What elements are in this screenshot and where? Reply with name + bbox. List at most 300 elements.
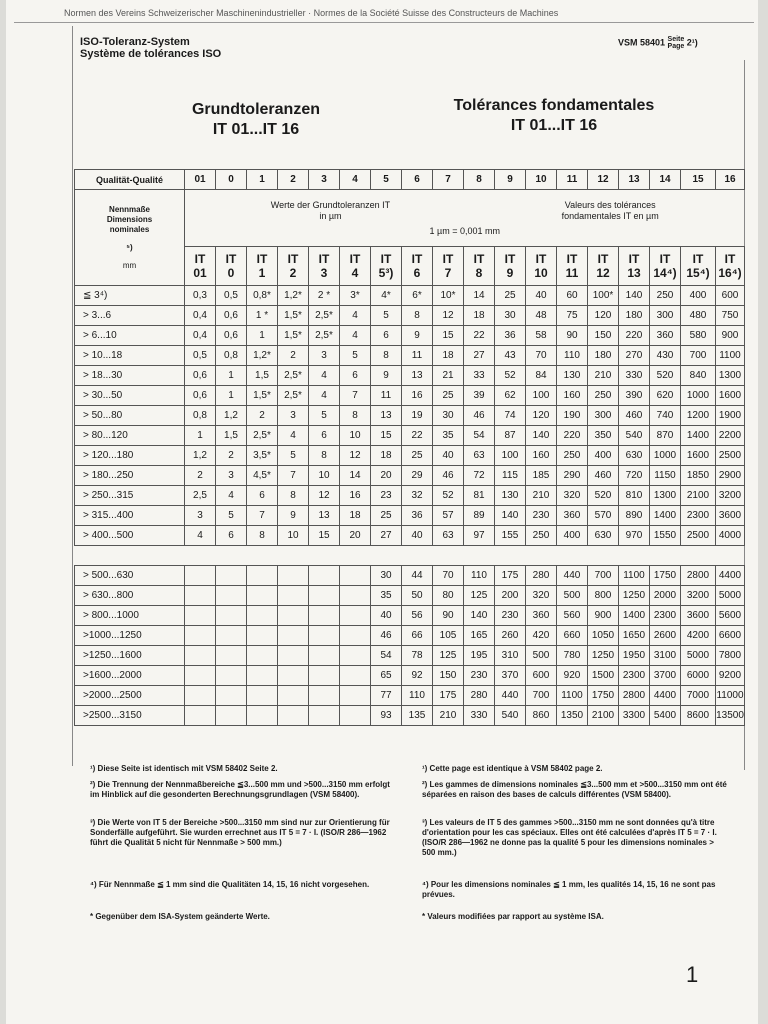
value-cell: 280 xyxy=(526,566,557,586)
value-cell: 74 xyxy=(495,406,526,426)
value-cell: 78 xyxy=(402,646,433,666)
value-cell: 2 xyxy=(216,446,247,466)
dimension-cell: > 6...10 xyxy=(75,326,185,346)
value-cell: 1 xyxy=(216,386,247,406)
value-cell: 5 xyxy=(340,346,371,366)
value-cell: 25 xyxy=(433,386,464,406)
value-cell: 10* xyxy=(433,286,464,306)
value-cell: 1,2* xyxy=(247,346,278,366)
value-cell: 90 xyxy=(557,326,588,346)
system-heading xyxy=(80,36,221,60)
footnote-fr: ³) Les valeurs de IT 5 des gammes >500...3150 mm ne sont données qu'à titre d'orientation pour les cas spéciaux. Elles ont été calculées d'après IT 5 = 7 · I. (ISO/R 286—1962 ne donne pas la qualité 5 pour les dimensions nominales > 500 mm.) xyxy=(422,818,717,857)
values-description xyxy=(185,190,745,247)
value-cell: 1300 xyxy=(650,486,681,506)
dimension-cell: > 500...630 xyxy=(75,566,185,586)
it-header: IT 11 xyxy=(557,247,588,286)
value-cell: 600 xyxy=(526,666,557,686)
value-cell: 72 xyxy=(464,466,495,486)
value-cell: 15 xyxy=(371,426,402,446)
empty-cell xyxy=(216,666,247,686)
value-cell: 320 xyxy=(557,486,588,506)
quality-cell: 9 xyxy=(495,170,526,190)
value-cell: 1,5* xyxy=(278,326,309,346)
table-row-large xyxy=(75,566,745,586)
value-cell: 310 xyxy=(495,646,526,666)
table-row xyxy=(75,306,745,326)
value-cell: 40 xyxy=(433,446,464,466)
dimension-cell: >1600...2000 xyxy=(75,666,185,686)
value-cell: 660 xyxy=(557,626,588,646)
handwritten-page-number: 1 xyxy=(686,962,699,987)
empty-cell xyxy=(340,706,371,726)
value-cell: 1750 xyxy=(650,566,681,586)
value-cell: 50 xyxy=(402,586,433,606)
quality-cell: 1 xyxy=(247,170,278,190)
value-cell: 2,5* xyxy=(309,326,340,346)
margin-line xyxy=(72,26,73,766)
value-cell: 7 xyxy=(278,466,309,486)
quality-cell: 8 xyxy=(464,170,495,190)
value-cell: 39 xyxy=(464,386,495,406)
value-cell: 200 xyxy=(495,586,526,606)
value-cell: 5600 xyxy=(716,606,745,626)
value-cell: 13 xyxy=(371,406,402,426)
value-cell: 1500 xyxy=(588,666,619,686)
value-cell: 5000 xyxy=(681,646,716,666)
value-cell: 1350 xyxy=(557,706,588,726)
value-cell: 23 xyxy=(371,486,402,506)
empty-cell xyxy=(185,666,216,686)
value-cell: 280 xyxy=(464,686,495,706)
value-cell: 6 xyxy=(216,526,247,546)
system-fr: Système de tolérances ISO xyxy=(80,48,222,60)
quality-cell: 13 xyxy=(619,170,650,190)
value-cell: 0,5 xyxy=(216,286,247,306)
value-cell: 7000 xyxy=(681,686,716,706)
value-cell: 90 xyxy=(433,606,464,626)
value-cell: 135 xyxy=(402,706,433,726)
empty-cell xyxy=(309,626,340,646)
value-cell: 4 xyxy=(309,366,340,386)
dimension-cell: > 10...18 xyxy=(75,346,185,366)
value-cell: 0,8* xyxy=(247,286,278,306)
value-cell: 105 xyxy=(433,626,464,646)
value-cell: 140 xyxy=(619,286,650,306)
value-cell: 12 xyxy=(309,486,340,506)
value-cell: 18 xyxy=(371,446,402,466)
value-cell: 130 xyxy=(495,486,526,506)
value-cell: 18 xyxy=(464,306,495,326)
value-cell: 250 xyxy=(526,526,557,546)
value-cell: 2 xyxy=(247,406,278,426)
empty-cell xyxy=(247,646,278,666)
value-cell: 0,6 xyxy=(216,326,247,346)
empty-cell xyxy=(340,666,371,686)
dimension-cell: > 50...80 xyxy=(75,406,185,426)
dimension-cell: ≦ 3⁴) xyxy=(75,286,185,306)
value-cell: 1750 xyxy=(588,686,619,706)
value-cell: 1850 xyxy=(681,466,716,486)
seite-page-label: Seite Page xyxy=(667,36,685,50)
value-cell: 500 xyxy=(526,646,557,666)
value-cell: 8600 xyxy=(681,706,716,726)
quality-cell: 2 xyxy=(278,170,309,190)
tolerance-table xyxy=(74,169,745,726)
empty-cell xyxy=(216,646,247,666)
value-cell: 360 xyxy=(557,506,588,526)
table-row-large xyxy=(75,686,745,706)
value-cell: 210 xyxy=(526,486,557,506)
value-cell: 7800 xyxy=(716,646,745,666)
value-cell: 5 xyxy=(278,446,309,466)
table-row-large xyxy=(75,646,745,666)
value-cell: 250 xyxy=(557,446,588,466)
value-cell: 720 xyxy=(619,466,650,486)
value-cell: 2300 xyxy=(681,506,716,526)
value-cell: 1400 xyxy=(619,606,650,626)
value-cell: 35 xyxy=(433,426,464,446)
system-de: ISO-Toleranz-System xyxy=(80,36,190,48)
empty-cell xyxy=(340,646,371,666)
value-cell: 2800 xyxy=(681,566,716,586)
value-cell: 0,4 xyxy=(185,326,216,346)
dimension-cell: >2500...3150 xyxy=(75,706,185,726)
value-cell: 8 xyxy=(247,526,278,546)
value-cell: 44 xyxy=(402,566,433,586)
value-cell: 3* xyxy=(340,286,371,306)
value-cell: 1,2 xyxy=(185,446,216,466)
value-cell: 350 xyxy=(588,426,619,446)
value-cell: 540 xyxy=(619,426,650,446)
value-cell: 360 xyxy=(526,606,557,626)
value-cell: 460 xyxy=(619,406,650,426)
value-cell: 1150 xyxy=(650,466,681,486)
value-cell: 175 xyxy=(433,686,464,706)
value-cell: 160 xyxy=(557,386,588,406)
it-header: IT 8 xyxy=(464,247,495,286)
value-cell: 540 xyxy=(495,706,526,726)
empty-cell xyxy=(247,606,278,626)
value-cell: 1200 xyxy=(681,406,716,426)
quality-cell: 11 xyxy=(557,170,588,190)
value-cell: 0,8 xyxy=(216,346,247,366)
value-cell: 400 xyxy=(588,446,619,466)
value-cell: 3 xyxy=(278,406,309,426)
empty-cell xyxy=(340,566,371,586)
empty-cell xyxy=(278,646,309,666)
value-cell: 36 xyxy=(495,326,526,346)
value-cell: 3 xyxy=(309,346,340,366)
empty-cell xyxy=(340,626,371,646)
value-cell: 1050 xyxy=(588,626,619,646)
value-cell: 110 xyxy=(557,346,588,366)
table-row xyxy=(75,326,745,346)
value-cell: 460 xyxy=(588,466,619,486)
value-cell: 3600 xyxy=(681,606,716,626)
value-cell: 180 xyxy=(588,346,619,366)
value-cell: 180 xyxy=(619,306,650,326)
value-cell: 1100 xyxy=(619,566,650,586)
title-fr: Tolérances fondamentales IT 01...IT 16 xyxy=(453,97,655,134)
value-cell: 89 xyxy=(464,506,495,526)
value-cell: 6 xyxy=(340,366,371,386)
value-cell: 6* xyxy=(402,286,433,306)
quality-cell: 12 xyxy=(588,170,619,190)
value-cell: 4 xyxy=(309,386,340,406)
value-cell: 630 xyxy=(619,446,650,466)
dimension-cell: > 800...1000 xyxy=(75,606,185,626)
it-header: IT 4 xyxy=(340,247,371,286)
dimension-cell: > 80...120 xyxy=(75,426,185,446)
value-cell: 4400 xyxy=(650,686,681,706)
table-row-large xyxy=(75,706,745,726)
value-cell: 97 xyxy=(464,526,495,546)
it-header: IT 7 xyxy=(433,247,464,286)
dimension-label: Nennmaße Dimensions nominales ⁵) mm xyxy=(75,190,185,286)
value-cell: 870 xyxy=(650,426,681,446)
dimension-cell: > 630...800 xyxy=(75,586,185,606)
value-cell: 43 xyxy=(495,346,526,366)
value-cell: 520 xyxy=(650,366,681,386)
value-cell: 120 xyxy=(526,406,557,426)
value-cell: 25 xyxy=(495,286,526,306)
value-cell: 2600 xyxy=(650,626,681,646)
dimension-cell: > 315...400 xyxy=(75,506,185,526)
value-cell: 5 xyxy=(309,406,340,426)
it-header: IT 1 xyxy=(247,247,278,286)
value-cell: 25 xyxy=(402,446,433,466)
value-cell: 100 xyxy=(495,446,526,466)
value-cell: 1250 xyxy=(619,586,650,606)
empty-cell xyxy=(309,586,340,606)
value-cell: 12 xyxy=(433,306,464,326)
empty-cell xyxy=(309,606,340,626)
value-cell: 1,5 xyxy=(216,426,247,446)
value-cell: 3300 xyxy=(619,706,650,726)
value-cell: 100 xyxy=(526,386,557,406)
value-cell: 29 xyxy=(402,466,433,486)
value-cell: 9200 xyxy=(716,666,745,686)
empty-cell xyxy=(185,626,216,646)
value-cell: 120 xyxy=(588,306,619,326)
dimension-cell: > 30...50 xyxy=(75,386,185,406)
value-cell: 100* xyxy=(588,286,619,306)
dimension-cell: > 120...180 xyxy=(75,446,185,466)
value-cell: 18 xyxy=(340,506,371,526)
table-row xyxy=(75,486,745,506)
value-cell: 270 xyxy=(619,346,650,366)
value-cell: 0,6 xyxy=(216,306,247,326)
werte-de: Werte der Grundtoleranzen IT in µm xyxy=(270,199,391,221)
value-cell: 140 xyxy=(526,426,557,446)
value-cell: 185 xyxy=(526,466,557,486)
value-cell: 210 xyxy=(433,706,464,726)
value-cell: 8 xyxy=(309,446,340,466)
value-cell: 125 xyxy=(464,586,495,606)
quality-cell: 16 xyxy=(716,170,745,190)
value-cell: 35 xyxy=(371,586,402,606)
table-row xyxy=(75,366,745,386)
value-cell: 81 xyxy=(464,486,495,506)
empty-cell xyxy=(247,566,278,586)
value-cell: 5000 xyxy=(716,586,745,606)
footnote-fr: ²) Les gammes de dimensions nominales ≦3...500 mm et >500...3150 mm ont été séparées en raison des bases de calculs différentes (VSM 58400). xyxy=(422,780,727,799)
it-header: IT 2 xyxy=(278,247,309,286)
value-cell: 2100 xyxy=(588,706,619,726)
quality-cell: 4 xyxy=(340,170,371,190)
value-cell: 230 xyxy=(526,506,557,526)
value-cell: 700 xyxy=(681,346,716,366)
value-cell: 300 xyxy=(650,306,681,326)
table-row xyxy=(75,446,745,466)
value-cell: 570 xyxy=(588,506,619,526)
value-cell: 970 xyxy=(619,526,650,546)
value-cell: 54 xyxy=(464,426,495,446)
value-cell: 1,2* xyxy=(278,286,309,306)
table-row xyxy=(75,286,745,306)
empty-cell xyxy=(216,586,247,606)
dimension-cell: > 3...6 xyxy=(75,306,185,326)
value-cell: 130 xyxy=(557,366,588,386)
table-row xyxy=(75,466,745,486)
value-cell: 63 xyxy=(464,446,495,466)
value-cell: 1600 xyxy=(716,386,745,406)
value-cell: 87 xyxy=(495,426,526,446)
value-cell: 165 xyxy=(464,626,495,646)
value-cell: 890 xyxy=(619,506,650,526)
value-cell: 440 xyxy=(557,566,588,586)
value-cell: 1100 xyxy=(557,686,588,706)
table-row xyxy=(75,346,745,366)
it-header: IT 14⁴) xyxy=(650,247,681,286)
value-cell: 6 xyxy=(309,426,340,446)
value-cell: 3600 xyxy=(716,506,745,526)
value-cell: 13500 xyxy=(716,706,745,726)
empty-cell xyxy=(340,686,371,706)
empty-cell xyxy=(185,606,216,626)
value-cell: 160 xyxy=(526,446,557,466)
value-cell: 27 xyxy=(371,526,402,546)
it-header: IT 9 xyxy=(495,247,526,286)
value-cell: 9 xyxy=(371,366,402,386)
value-cell: 110 xyxy=(402,686,433,706)
value-cell: 40 xyxy=(402,526,433,546)
it-header: IT 5³) xyxy=(371,247,402,286)
table-row-large xyxy=(75,586,745,606)
value-cell: 260 xyxy=(495,626,526,646)
value-cell: 1900 xyxy=(716,406,745,426)
empty-cell xyxy=(278,566,309,586)
quality-cell: 6 xyxy=(402,170,433,190)
quality-cell: 10 xyxy=(526,170,557,190)
value-cell: 1400 xyxy=(650,506,681,526)
dimension-cell: >2000...2500 xyxy=(75,686,185,706)
value-cell: 175 xyxy=(495,566,526,586)
empty-cell xyxy=(185,686,216,706)
it-header: IT 15⁴) xyxy=(681,247,716,286)
empty-cell xyxy=(247,626,278,646)
value-cell: 66 xyxy=(402,626,433,646)
empty-cell xyxy=(185,566,216,586)
value-cell: 0,5 xyxy=(185,346,216,366)
value-cell: 2,5* xyxy=(309,306,340,326)
value-cell: 630 xyxy=(588,526,619,546)
value-cell: 2,5* xyxy=(278,386,309,406)
value-cell: 56 xyxy=(402,606,433,626)
value-cell: 4* xyxy=(371,286,402,306)
value-cell: 5 xyxy=(371,306,402,326)
value-cell: 3200 xyxy=(716,486,745,506)
value-cell: 520 xyxy=(588,486,619,506)
value-cell: 580 xyxy=(681,326,716,346)
value-cell: 125 xyxy=(433,646,464,666)
value-cell: 92 xyxy=(402,666,433,686)
footnote-de: ⁴) Für Nennmaße ≦ 1 mm sind die Qualitäten 14, 15, 16 nicht vorgesehen. xyxy=(90,880,370,889)
value-cell: 1950 xyxy=(619,646,650,666)
empty-cell xyxy=(278,686,309,706)
value-cell: 46 xyxy=(433,466,464,486)
value-cell: 70 xyxy=(433,566,464,586)
value-cell: 150 xyxy=(588,326,619,346)
it-header: IT 3 xyxy=(309,247,340,286)
footnote-de: * Gegenüber dem ISA-System geänderte Werte. xyxy=(90,912,270,921)
value-cell: 430 xyxy=(650,346,681,366)
value-cell: 1600 xyxy=(681,446,716,466)
value-cell: 480 xyxy=(681,306,716,326)
value-cell: 8 xyxy=(371,346,402,366)
value-cell: 30 xyxy=(495,306,526,326)
value-cell: 2900 xyxy=(716,466,745,486)
value-cell: 1400 xyxy=(681,426,716,446)
value-cell: 54 xyxy=(371,646,402,666)
value-cell: 1 xyxy=(185,426,216,446)
value-cell: 900 xyxy=(716,326,745,346)
value-cell: 400 xyxy=(557,526,588,546)
empty-cell xyxy=(216,566,247,586)
empty-cell xyxy=(247,586,278,606)
section-gap xyxy=(75,546,745,566)
value-cell: 13 xyxy=(309,506,340,526)
footnote-fr: ¹) Cette page est identique à VSM 58402 page 2. xyxy=(422,764,603,773)
value-cell: 1550 xyxy=(650,526,681,546)
value-cell: 32 xyxy=(402,486,433,506)
empty-cell xyxy=(309,686,340,706)
value-cell: 140 xyxy=(464,606,495,626)
value-cell: 0,3 xyxy=(185,286,216,306)
empty-cell xyxy=(216,686,247,706)
micron-note: 1 µm = 0,001 mm xyxy=(429,225,500,236)
value-cell: 30 xyxy=(433,406,464,426)
empty-cell xyxy=(247,666,278,686)
publisher-line: Normen des Vereins Schweizerischer Maschinenindustrieller · Normes de la Société Suisse des Constructeurs de Machines xyxy=(64,8,559,18)
value-cell: 2,5* xyxy=(278,366,309,386)
doc-ref: VSM 58401 xyxy=(618,37,666,48)
empty-cell xyxy=(340,586,371,606)
footnote-fr: * Valeurs modifiées par rapport au système ISA. xyxy=(422,912,604,921)
value-cell: 7 xyxy=(340,386,371,406)
value-cell: 210 xyxy=(588,366,619,386)
value-cell: 11 xyxy=(402,346,433,366)
value-cell: 840 xyxy=(681,366,716,386)
empty-cell xyxy=(278,666,309,686)
value-cell: 140 xyxy=(495,506,526,526)
empty-cell xyxy=(185,586,216,606)
dimension-cell: > 250...315 xyxy=(75,486,185,506)
value-cell: 25 xyxy=(371,506,402,526)
value-cell: 1,5 xyxy=(247,366,278,386)
quality-cell: 15 xyxy=(681,170,716,190)
empty-cell xyxy=(247,686,278,706)
